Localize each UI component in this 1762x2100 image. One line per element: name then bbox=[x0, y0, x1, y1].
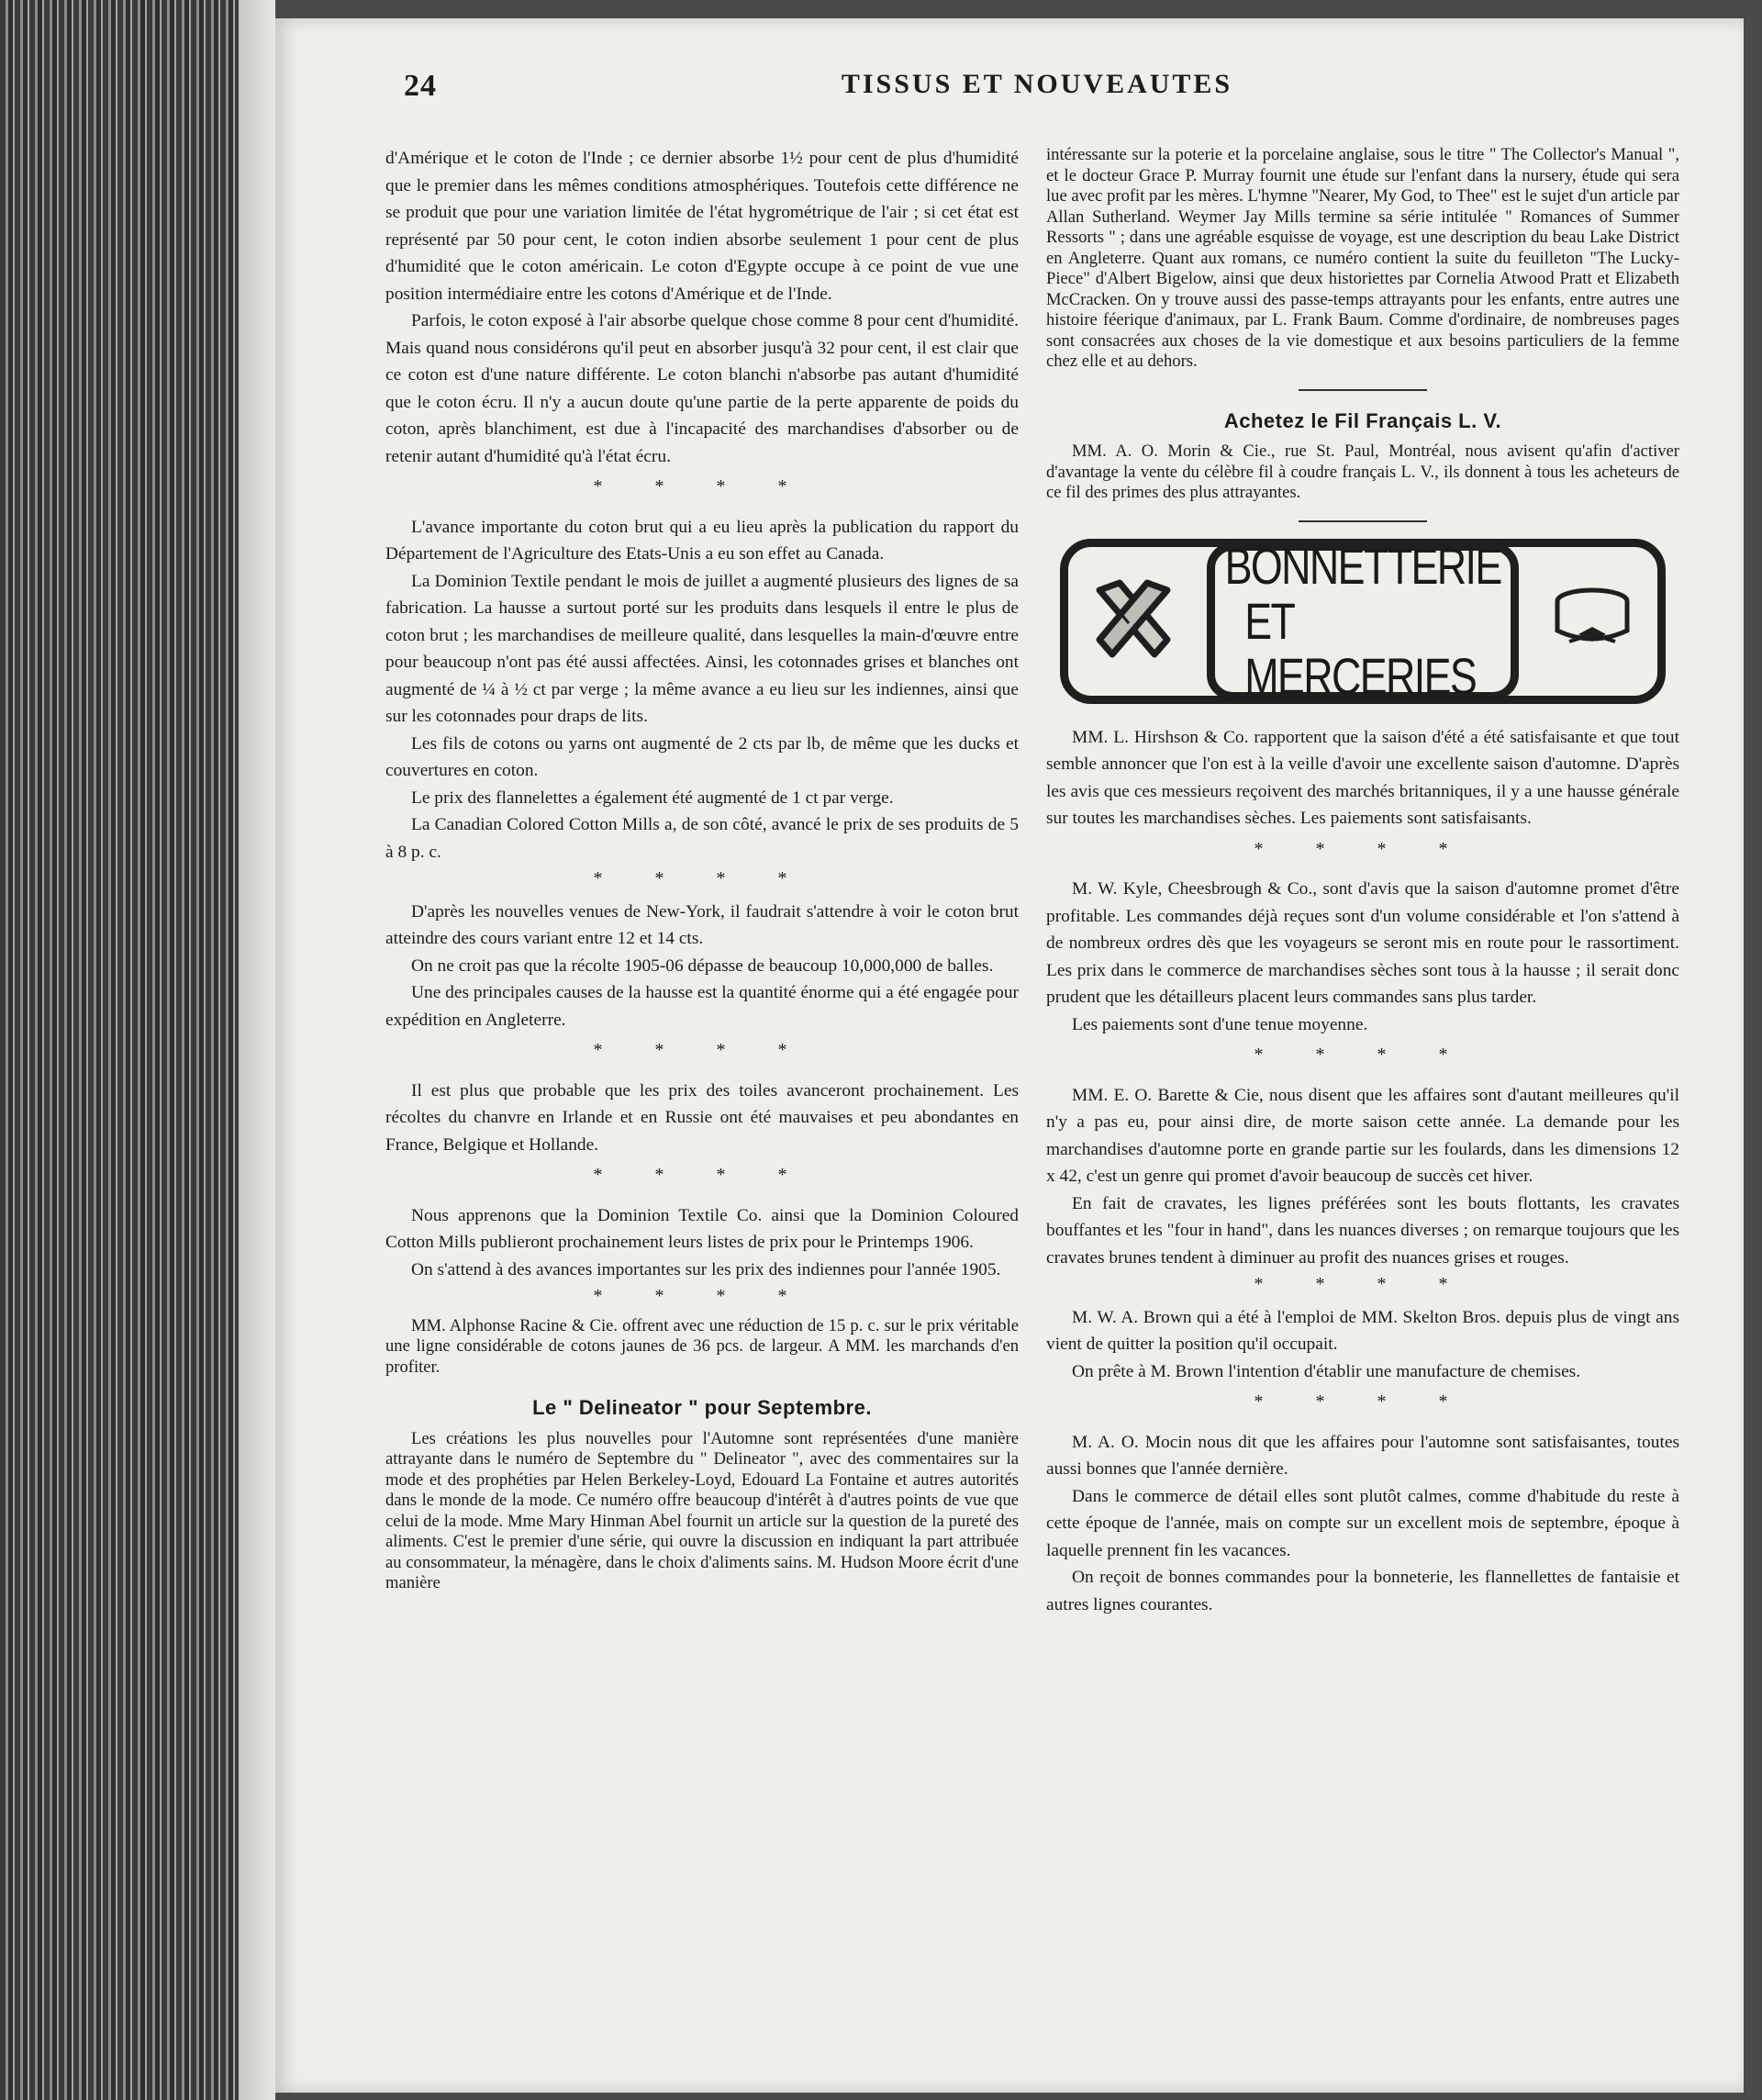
section-separator: * * * * bbox=[1254, 838, 1472, 859]
section-separator: * * * * bbox=[593, 1286, 811, 1306]
paragraph: Dans le commerce de détail elles sont plutôt calmes, comme d'habitude du reste à cette époque de l'année, mais on compte sur un excellent mois de septembre, époque à laquelle prennent fin les vacances. bbox=[1046, 1486, 1679, 1560]
journal-page bbox=[275, 18, 1744, 2093]
paragraph: MM. Alphonse Racine & Cie. offrent avec une réduction de 15 p. c. sur le prix véritable une ligne considérable de cotons jaunes de 36 pcs. de largeur. A MM. les marchands d'en profiter. bbox=[385, 1315, 1019, 1377]
paragraph: Une des principales causes de la hausse est la quantité énorme qui a été engagée pour expédition en Angleterre. bbox=[385, 983, 1019, 1030]
paragraph: M. W. Kyle, Cheesbrough & Co., sont d'avis que la saison d'automne promet d'être profitable. Les commandes déjà reçues sont d'un volume considérable et l'on s'attend à de nombreux ordres dès que les voyageurs se seront mis en route pour le rassortiment. Les prix dans le commerce de marchandises sèches sont tous à la hausse ; il serait donc prudent que les détailleurs placent leurs commandes sans plus tarder. bbox=[1046, 879, 1679, 1007]
paragraph: On s'attend à des avances importantes sur les prix des indiennes pour l'année 1905. bbox=[411, 1259, 1001, 1279]
banner-title-box bbox=[1207, 536, 1519, 705]
section-separator: * * * * bbox=[593, 1040, 811, 1060]
section-separator: * * * * bbox=[1254, 1391, 1472, 1412]
paragraph: intéressante sur la poterie et la porcelaine anglaise, sous le titre " The Collector's Manual ", et le docteur Grace P. Murray fournit une étude sur l'enfant dans la nursery, étude qui sera lue avec profit par les mères. L'hymne "Nearer, My God, to Thee" est le sujet d'un article par Allan Sutherland. Weymer Jay Mills termine sa série intitulée " Romances of Summer Ressorts " ; dans une agréable esquisse de voyage, est une description du beau Lake District en Angleterre. Quant aux romans, ce numéro contient la suite du feuilleton "The Lucky-Piece" d'Albert Bigelow, ainsi que deux historiettes par Cornelia Atwood Pratt et Elizabeth McCracken. On y trouve aussi des passe-temps attrayants pour les enfants, entre autres une histoire féerique d'animaux, par L. Frank Baum. Comme d'ordinaire, de nombreuses pages sont consacrées aux choses de la vie domestique et aux besoins particuliers de la femme chez elle et au dehors. bbox=[1046, 145, 1679, 371]
banner-title-line: BONNETTERIE bbox=[1224, 536, 1501, 595]
left-column bbox=[385, 145, 1019, 1594]
section-separator: * * * * bbox=[593, 868, 811, 888]
section-separator: * * * * bbox=[1254, 1044, 1472, 1065]
paragraph: On reçoit de bonnes commandes pour la bonneterie, les flannellettes de fantaisie et autres lignes courantes. bbox=[1046, 1568, 1679, 1614]
crossed-gloves-icon bbox=[1083, 574, 1184, 665]
page-number: 24 bbox=[404, 69, 437, 103]
paragraph: MM. E. O. Barette & Cie, nous disent que les affaires sont d'autant meilleures qu'il n'y a pas eu, pour ainsi dire, de morte saison cette année. La demande pour les marchandises d'automne porte en grande partie sur les foulards, dans les dimensions 12 x 42, c'est un genre qui promet d'avoir beaucoup de succès cet hiver. bbox=[1046, 1085, 1679, 1186]
section-separator: * * * * bbox=[1254, 1274, 1472, 1294]
collar-icon bbox=[1542, 574, 1643, 665]
paragraph: M. A. O. Mocin nous dit que les affaires pour l'automne sont satisfaisantes, toutes aussi bonnes que l'année dernière. bbox=[1046, 1432, 1679, 1479]
paragraph: MM. A. O. Morin & Cie., rue St. Paul, Montréal, nous avisent qu'afin d'activer d'avantage la vente du célèbre fil à coudre français L. V., ils donnent à tous les acheteurs de ce fil des primes des plus attrayantes. bbox=[1046, 441, 1679, 502]
section-heading: Achetez le Fil Français L. V. bbox=[1223, 408, 1502, 432]
paragraph: M. W. A. Brown qui a été à l'emploi de MM. Skelton Bros. depuis plus de vingt ans vient de quitter la position qu'il occupait. bbox=[1046, 1307, 1679, 1354]
paragraph: On prête à M. Brown l'intention d'établir une manufacture de chemises. bbox=[1072, 1361, 1581, 1381]
page-header bbox=[404, 69, 1670, 124]
paragraph: La Canadian Colored Cotton Mills a, de son côté, avancé le prix de ses produits de 5 à 8 p. c. bbox=[385, 815, 1019, 862]
right-column bbox=[1046, 145, 1679, 1618]
banner-title-line: ET MERCERIES bbox=[1244, 591, 1477, 705]
paragraph: Les créations les plus nouvelles pour l'Automne sont représentées d'une manière attrayante dans le numéro de Septembre du " Delineator ", avec des commentaires sur la mode et des prophéties par Helen Berkeley-Loyd, Edouard La Fontaine et autres autorités dans le monde de la mode. Ce numéro offre beaucoup d'intérêt à d'autres points de vue que celui de la mode. Mme Mary Hinman Abel fournit un article sur la question de la pureté des aliments. C'est le premier d'une série, qui ouvre la discussion en indiquant la part attribuée au consommateur, la ménagère, dans le choix d'aliments sains. M. Hudson Moore écrit d'une manière bbox=[385, 1428, 1019, 1592]
section-banner bbox=[1046, 536, 1679, 705]
section-heading: Le " Delineator " pour Septembre. bbox=[532, 1396, 872, 1419]
paragraph: Parfois, le coton exposé à l'air absorbe quelque chose comme 8 pour cent d'humidité. Mais quand nous considérons qu'il peut en absorber jusqu'à 32 pour cent, il est clair que ce coton est d'une nature différente. Le coton blanchi n'absorbe pas autant d'humidité que le coton écru. Il n'y a aucun doute qu'une partie de la perte apparente de poids du coton, après blanchiment, est due à l'incapacité des marchandises d'absorber ou de retenir autant d'humidité qu'à l'état écru. bbox=[385, 311, 1019, 466]
divider bbox=[1299, 389, 1427, 391]
divider bbox=[1299, 520, 1427, 522]
paragraph: Le prix des flannelettes a également été augmenté de 1 ct par verge. bbox=[411, 788, 894, 808]
section-separator: * * * * bbox=[593, 476, 811, 497]
section-separator: * * * * bbox=[593, 1165, 811, 1185]
paragraph: Nous apprenons que la Dominion Textile Co. ainsi que la Dominion Coloured Cotton Mills publieront prochainement leurs listes de prix pour le Printemps 1906. bbox=[385, 1205, 1019, 1252]
journal-title: TISSUS ET NOUVEAUTES bbox=[841, 69, 1233, 99]
book-page-edges bbox=[0, 0, 275, 2100]
paragraph: La Dominion Textile pendant le mois de juillet a augmenté plusieurs des lignes de sa fabrication. La hausse a surtout porté sur les produits dans lesquels il entre le plus de coton brut ; les marchandises de meilleure qualité, dans lesquelles la main-d'œuvre entre pour beaucoup n'ont pas été aussi affectées. Ainsi, les cotonnades grises et blanches ont augmenté de ¼ à ½ ct par verge ; la même avance a eu lieu sur les indiennes, ainsi que sur les cotonnades pour draps de lits. bbox=[385, 571, 1019, 726]
paragraph: En fait de cravates, les lignes préférées sont les bouts flottants, les cravates bouffantes et les "four in hand", dans les nuances diverses ; on remarque toujours que les cravates brunes tendent à diminuer au profit des nuances grises et rouges. bbox=[1046, 1193, 1679, 1268]
paragraph: MM. L. Hirshson & Co. rapportent que la saison d'été a été satisfaisante et que tout semble annoncer que l'on est à la veille d'avoir une excellente saison d'automne. D'après les avis que ces messieurs reçoivent des marchés britanniques, il y a une hausse générale sur toutes les marchandises sèches. Les paiements sont satisfaisants. bbox=[1046, 727, 1679, 828]
paragraph: L'avance importante du coton brut qui a eu lieu après la publication du rapport du Département de l'Agriculture des Etats-Unis a eu son effet au Canada. bbox=[385, 517, 1019, 564]
paragraph: Les paiements sont d'une tenue moyenne. bbox=[1072, 1014, 1368, 1034]
paragraph: d'Amérique et le coton de l'Inde ; ce dernier absorbe 1½ pour cent de plus d'humidité que le premier dans les mêmes conditions atmosphériques. Toutefois cette différence ne se produit que pour une variation limitée de l'état hygrométrique de l'air ; si cet état est représenté par 50 pour cent, le coton indien absorbe seulement 1 pour cent de plus d'humidité que le coton américain. Le coton d'Egypte occupe à ce point de vue une position intermédiaire entre les cotons d'Amérique et de l'Inde. bbox=[385, 149, 1019, 304]
paragraph: D'après les nouvelles venues de New-York, il faudrait s'attendre à voir le coton brut atteindre des cours variant entre 12 et 14 cts. bbox=[385, 901, 1019, 948]
paragraph: Il est plus que probable que les prix des toiles avanceront prochainement. Les récoltes du chanvre en Irlande et en Russie ont été mauvaises et peu abondantes en France, Belgique et Hollande. bbox=[385, 1080, 1019, 1155]
paragraph: On ne croit pas que la récolte 1905-06 dépasse de beaucoup 10,000,000 de balles. bbox=[411, 955, 994, 976]
paragraph: Les fils de cotons ou yarns ont augmenté de 2 cts par lb, de même que les ducks et couvertures en coton. bbox=[385, 733, 1019, 780]
